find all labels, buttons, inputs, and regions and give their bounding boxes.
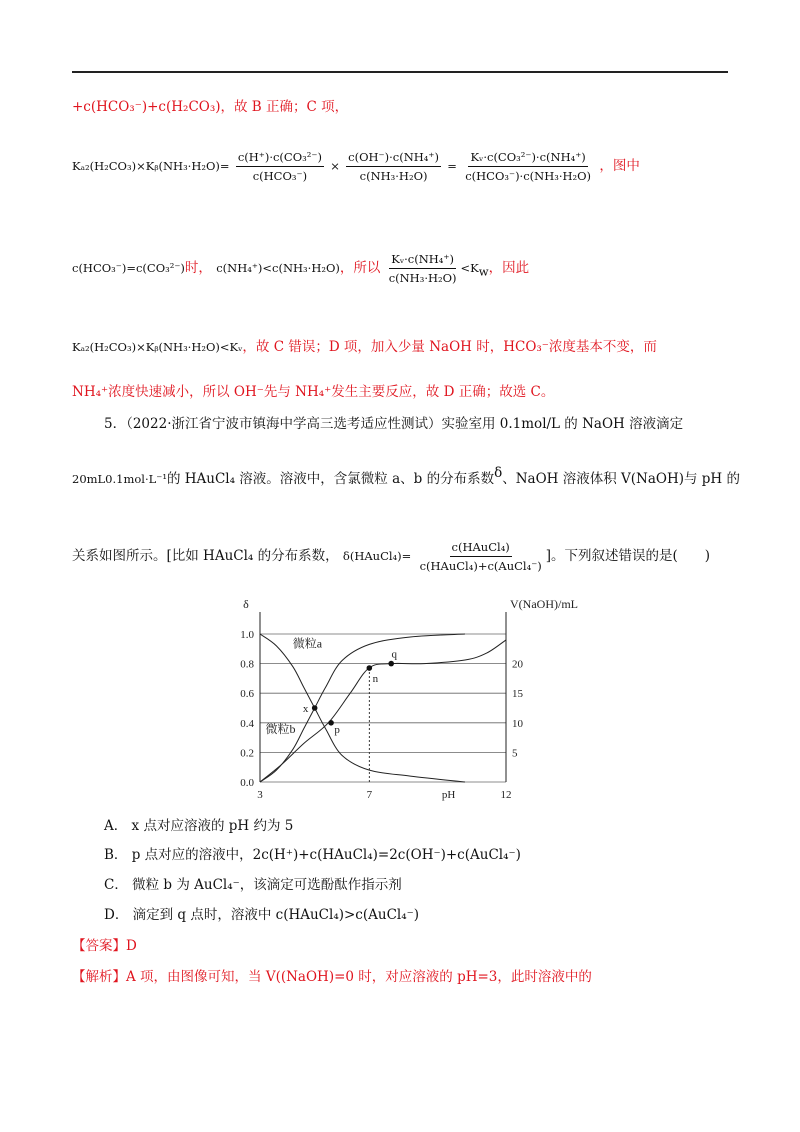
v-tick-label: 10 [512,717,523,730]
analysis-line-2-tail: ，图中 [599,158,640,174]
series-label-a: 微粒a [292,636,323,651]
y-tick-label: 0.2 [240,747,254,760]
y-tick-label: 0.6 [240,688,254,701]
x-tick-label: 7 [366,789,373,801]
answer-line [72,937,137,955]
x-axis-label: pH [441,789,456,801]
series-label-b: 微粒b [265,722,296,737]
point-label-n: n [372,673,379,686]
answer-value: D [126,938,137,954]
v-axis-label: V(NaOH)/mL [510,597,578,611]
option-b[interactable]: B． p 点对应的溶液中，2c(H⁺)+c(HAuCl₄)=2c(OH⁻)+c(AuCl₄⁻) [104,847,521,863]
x-tick-label: 12 [500,789,512,801]
analysis-line-5: NH₄⁺浓度快速减小，所以 OH⁻先与 NH₄⁺发生主要反应，故 D 正确；故选 C。 [72,384,555,400]
series-line-1 [260,634,465,782]
analysis-tag: 【解析】 [72,969,126,985]
point-label-x: x [302,703,309,715]
option-a[interactable]: A． x 点对应溶液的 pH 约为 5 [104,818,294,834]
analysis-line-2: Kₐ₂(H₂CO₃)×Kᵦ(NH₃·H₂O)= $\frac{\text{c(H⁺)·c(CO₃²⁻)}}{\text{c(HCO₃⁻)}}$ × $\frac{\text{c(OH⁻)·c(NH₄⁺)}}{\text{c(NH₃·H₂O)}}$ = $\frac{\text{Kᵥ·c(CO₃²⁻)·c(NH₄⁺)}}{\text{c(HCO₃⁻)·c(NH₃·H₂O)}}$ ，图中 [72,150,640,183]
analysis-line-4: Kₐ₂(H₂CO₃)×Kᵦ(NH₃·H₂O)<Kᵥ，故 C 错误；D 项，加入少量 NaOH 时，HCO₃⁻浓度基本不变，而 [72,339,657,355]
option-c[interactable]: C． 微粒 b 为 AuCl₄⁻，该滴定可选酚酞作指示剂 [104,877,402,893]
question-5-line-2: 20mL0.1mol·L⁻¹的 HAuCl₄ 溶液。溶液中，含氯微粒 a、b 的分布系数δ、NaOH 溶液体积 V(NaOH)与 pH 的 [72,465,741,487]
v-tick-label: 5 [512,747,518,760]
fraction-2: $\frac{\text{c(OH⁻)·c(NH₄⁺)}}{\text{c(NH₃·H₂O)}}$ [348,150,439,183]
point-label-p: p [334,723,340,736]
question-5-line-3: 关系如图所示。[比如 HAuCl₄ 的分布系数， δ(HAuCl₄)= $\frac{\text{c(HAuCl₄)}}{\text{c(HAuCl₄)+c(AuCl₄⁻)}}$ ]。下列叙述错误的是( ) [72,540,711,573]
analysis-line-3: c(HCO₃⁻)=c(CO₃²⁻)时， c(NH₄⁺)<c(NH₃·H₂O)，所以 $\frac{\text{Kᵥ·c(NH₄⁺)}}{\text{c(NH₃·H₂O)}}$ $<K_w$，因此 [72,252,530,285]
y-tick-label: 0.4 [240,717,254,730]
titration-chart [228,594,578,810]
fraction-1: $\frac{\text{c(H⁺)·c(CO₃²⁻)}}{\text{c(HCO₃⁻)}}$ [237,150,322,183]
ka2-kb-product: Kₐ₂(H₂CO₃)×Kᵦ(NH₃·H₂O)= [72,159,230,173]
analysis-start: 【解析】A 项，由图像可知，当 V((NaOH)=0 时，对应溶液的 pH=3，此时溶液中的 [72,969,592,985]
fraction-3: $\frac{\text{Kᵥ·c(CO₃²⁻)·c(NH₄⁺)}}{\text{c(HCO₃⁻)·c(NH₃·H₂O)}}$ [465,150,592,183]
y-axis-label: δ [243,597,249,611]
question-5-line-1: 5．（2022·浙江省宁波市镇海中学高三选考适应性测试）实验室用 0.1mol/L 的 NaOH 溶液滴定 [104,416,684,432]
analysis-line-1: +c(HCO₃⁻)+c(H₂CO₃)，故 B 正确；C 项， [72,99,349,115]
distribution-fraction: $\frac{\text{c(HAuCl₄)}}{\text{c(HAuCl₄)+c(AuCl₄⁻)}}$ [419,540,542,573]
point-x [312,705,318,711]
fraction-4: $\frac{\text{Kᵥ·c(NH₄⁺)}}{\text{c(NH₃·H₂O)}}$ [388,252,457,285]
point-label-q: q [391,648,397,661]
series-line-3 [260,640,506,782]
y-tick-label: 1.0 [240,629,254,641]
point-n [367,665,373,671]
v-tick-label: 20 [512,658,523,671]
option-d[interactable]: D． 滴定到 q 点时，溶液中 c(HAuCl₄)>c(AuCl₄⁻) [104,907,420,923]
v-tick-label: 15 [512,688,523,701]
point-p [328,720,334,726]
y-tick-label: 0.8 [240,658,254,671]
x-tick-label: 3 [257,789,263,801]
point-q [388,661,394,667]
header-rule [72,71,728,73]
series-line-2 [260,634,465,782]
answer-tag: 【答案】 [72,938,126,954]
y-tick-label: 0.0 [240,777,254,789]
